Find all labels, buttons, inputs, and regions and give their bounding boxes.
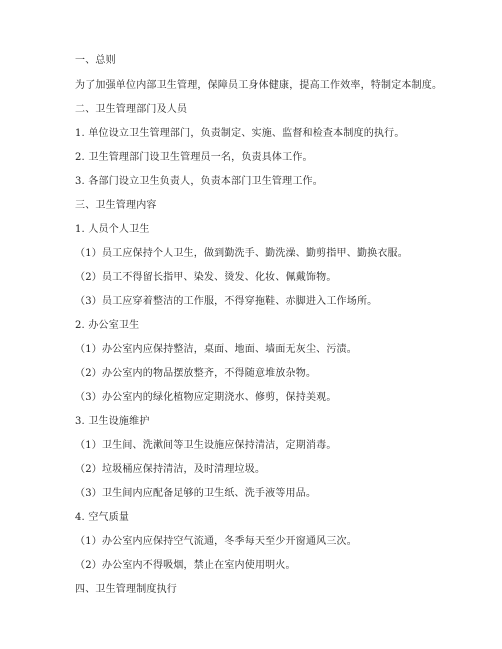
list-item: （1）办公室内应保持整洁，桌面、地面、墙面无灰尘、污渍。 bbox=[75, 344, 357, 355]
list-item: 3. 各部门设立卫生负责人，负责本部门卫生管理工作。 bbox=[75, 176, 323, 187]
subsection-heading: 4. 空气质量 bbox=[75, 512, 130, 523]
list-item: （1）卫生间、洗漱间等卫生设施应保持清洁，定期消毒。 bbox=[75, 440, 337, 451]
section-heading-content: 三、卫生管理内容 bbox=[75, 200, 157, 211]
list-item: （2）办公室内不得吸烟，禁止在室内使用明火。 bbox=[75, 560, 296, 571]
list-item: （3）办公室内的绿化植物应定期浇水、修剪，保持美观。 bbox=[75, 392, 337, 403]
list-item: （1）员工应保持个人卫生，做到勤洗手、勤洗澡、勤剪指甲、勤换衣服。 bbox=[75, 248, 408, 259]
list-item: （2）办公室内的物品摆放整齐，不得随意堆放杂物。 bbox=[75, 368, 317, 379]
section-heading-general: 一、总则 bbox=[75, 55, 116, 66]
section-heading-execution: 四、卫生管理制度执行 bbox=[75, 584, 177, 595]
subsection-heading: 2. 办公室卫生 bbox=[75, 320, 140, 331]
list-item: 1. 单位设立卫生管理部门，负责制定、实施、监督和检查本制度的执行。 bbox=[75, 128, 405, 139]
list-item: （3）员工应穿着整洁的工作服，不得穿拖鞋、赤脚进入工作场所。 bbox=[75, 296, 378, 307]
list-item: （1）办公室内应保持空气流通，冬季每天至少开窗通风三次。 bbox=[75, 536, 357, 547]
list-item: 2. 卫生管理部门设卫生管理员一名，负责具体工作。 bbox=[75, 152, 313, 163]
list-item: （3）卫生间内应配备足够的卫生纸、洗手液等用品。 bbox=[75, 488, 317, 499]
subsection-heading: 3. 卫生设施维护 bbox=[75, 416, 150, 427]
list-item: （2）员工不得留长指甲、染发、烫发、化妆、佩戴饰物。 bbox=[75, 272, 337, 283]
section-heading-department: 二、卫生管理部门及人员 bbox=[75, 104, 188, 115]
subsection-heading: 1. 人员个人卫生 bbox=[75, 224, 150, 235]
list-item: （2）垃圾桶应保持清洁，及时清理垃圾。 bbox=[75, 464, 266, 475]
paragraph-purpose: 为了加强单位内部卫生管理，保障员工身体健康，提高工作效率，特制定本制度。 bbox=[75, 80, 443, 91]
